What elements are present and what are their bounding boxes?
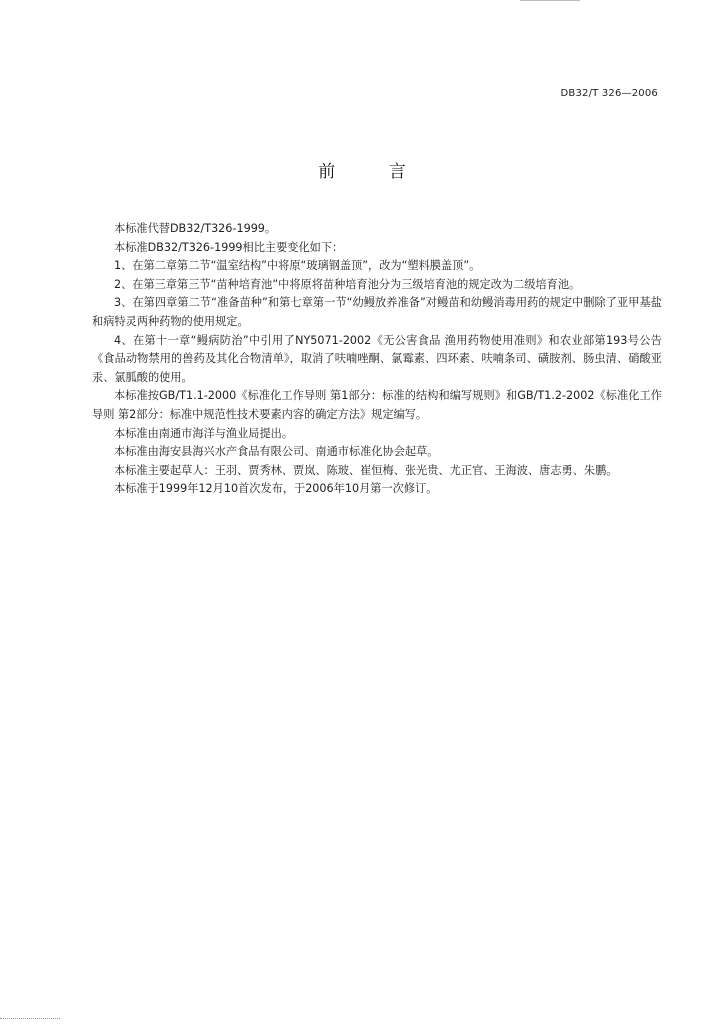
- paragraph-release-history: 本标准于1999年12月10首次发布，于2006年10月第一次修订。: [114, 482, 438, 496]
- scan-edge-mark-bottom: [0, 1018, 60, 1022]
- standard-code: DB32/T 326—2006: [560, 88, 658, 99]
- paragraph-drafting-units: 本标准由海安县海兴水产食品有限公司、南通市标准化协会起草。: [114, 445, 439, 459]
- paragraph-proposer: 本标准由南通市海洋与渔业局提出。: [114, 426, 294, 440]
- paragraph-replaces: 本标准代替DB32/T326-1999。: [114, 222, 277, 235]
- paragraph-change-3: 3、在第四章第二节“准备苗种”和第七章第一节“幼鳗放养准备”对鳗苗和幼鳗消毒用药的规定中删除了亚甲基盐和病特灵两种药物的使用规定。: [92, 296, 662, 328]
- paragraph-change-2: 2、在第三章第三节“苗种培育池”中将原将苗种培育池分为三级培育池的规定改为二级培育池。: [114, 277, 581, 291]
- paragraph-change-4: 4、在第十一章“鳗病防治”中引用了NY5071-2002《无公害食品 渔用药物使用准则》和农业部第193号公告《食品动物禁用的兽药及其化合物清单》，取消了呋喃唑酮、氯霉素、四环素、呋喃条司、磺胺剂、肠虫清、硝酸亚汞、氯胍酸的使用。: [92, 333, 662, 384]
- paragraph-drafters: 本标准主要起草人：王羽、贾秀林、贾岚、陈玻、崔恒梅、张光贵、尤正官、王海波、唐志勇、朱鹏。: [114, 463, 618, 477]
- foreword-body: [92, 220, 662, 499]
- scan-edge-mark: [520, 0, 580, 4]
- paragraph-changes-intro: 本标准DB32/T326-1999相比主要变化如下：: [114, 240, 344, 254]
- paragraph-drafting-rules: 本标准按GB/T1.1-2000《标准化工作导则 第1部分：标准的结构和编写规则》和GB/T1.2-2002《标准化工作导则 第2部分：标准中规范性技术要素内容的确定方法》规定编写。: [92, 389, 662, 421]
- page-title: 前 言: [318, 162, 430, 182]
- paragraph-change-1: 1、在第二章第二节“温室结构”中将原“玻璃钢盖顶”，改为“塑料膜盖顶”。: [114, 259, 481, 273]
